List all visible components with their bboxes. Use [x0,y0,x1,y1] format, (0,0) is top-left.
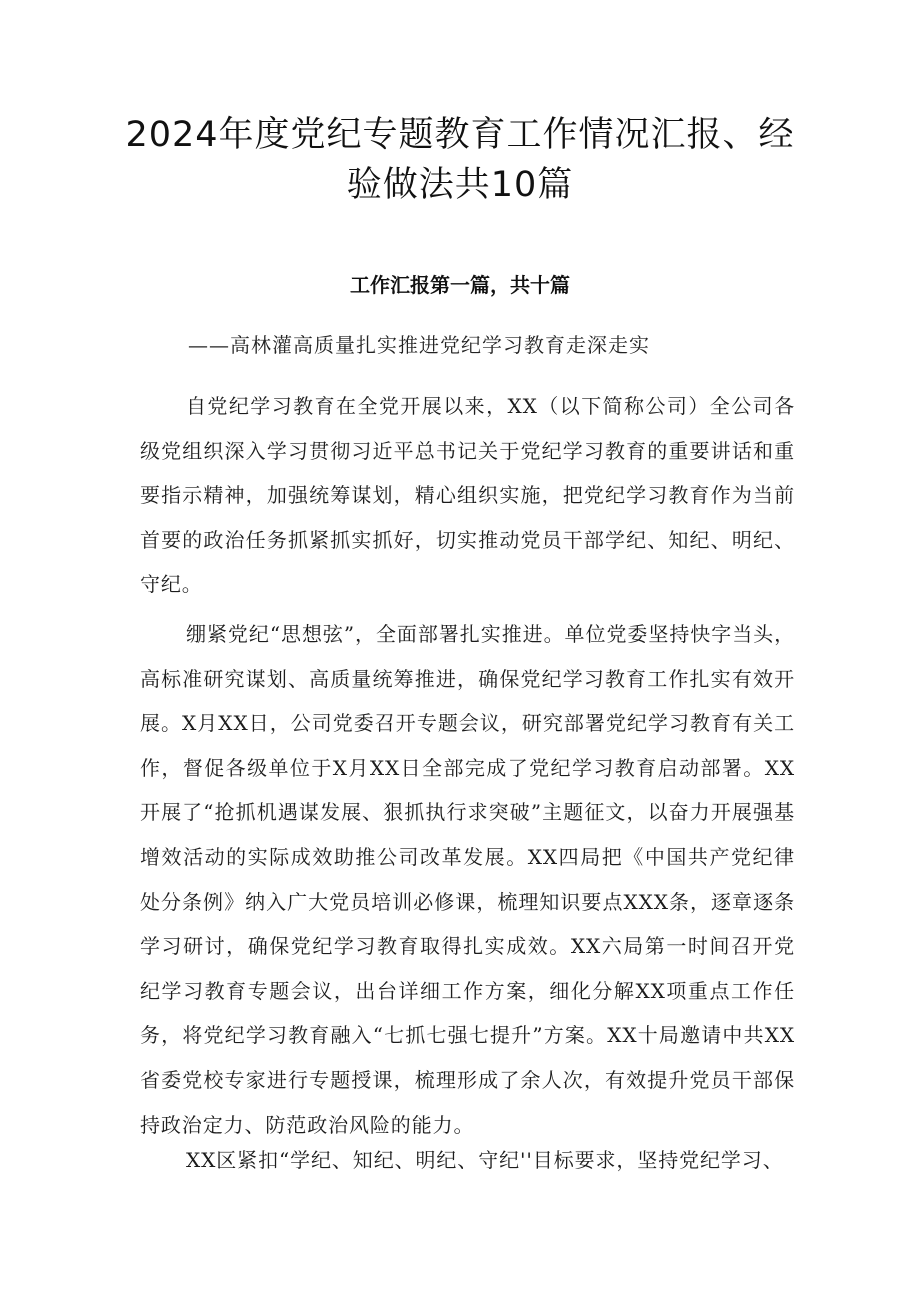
section-heading: 工作汇报第一篇，共十篇 [350,273,570,297]
section-subtitle: ——高林灌高质量扎实推进党纪学习教育走深走实 [188,333,650,357]
body-paragraph: 自党纪学习教育在全党开展以来，XX（以下简称公司）全公司各级党组织深入学习贯彻习近平总书记关于党纪学习教育的重要讲话和重要指示精神，加强统筹谋划，精心组织实施，把党纪学习教育作为当前首要的政治任务抓紧抓实抓好，切实推动党员干部学纪、知纪、明纪、守纪。 [140,394,795,597]
body-paragraph: XX区紧扣“学纪、知纪、明纪、守纪''目标要求，坚持党纪学习、 [186,1148,784,1172]
body-paragraph: 绷紧党纪“思想弦”，全面部署扎实推进。单位党委坚持快字当头，高标准研究谋划、高质量统筹推进，确保党纪学习教育工作扎实有效开展。X月XX日，公司党委召开专题会议，研究部署党纪学习教育有关工作，督促各级单位于X月XX日全部完成了党纪学习教育启动部署。XX开展了“抢抓机遇谋发展、狠抓执行求突破”主题征文，以奋力开展强基增效活动的实际成效助推公司改革发展。XX四局把《中国共产党纪律处分条例》纳入广大党员培训必修课，梳理知识要点XXX条，逐章逐条学习研讨，确保党纪学习教育取得扎实成效。XX六局第一时间召开党纪学习教育专题会议，出台详细工作方案，细化分解XX项重点工作任务，将党纪学习教育融入“七抓七强七提升”方案。XX十局邀请中共XX省委党校专家进行专题授课，梳理形成了余人次，有效提升党员干部保持政治定力、防范政治风险的能力。 [140,622,795,1137]
document-title: 2024年度党纪专题教育工作情况汇报、经验做法共10篇 [125,115,795,205]
